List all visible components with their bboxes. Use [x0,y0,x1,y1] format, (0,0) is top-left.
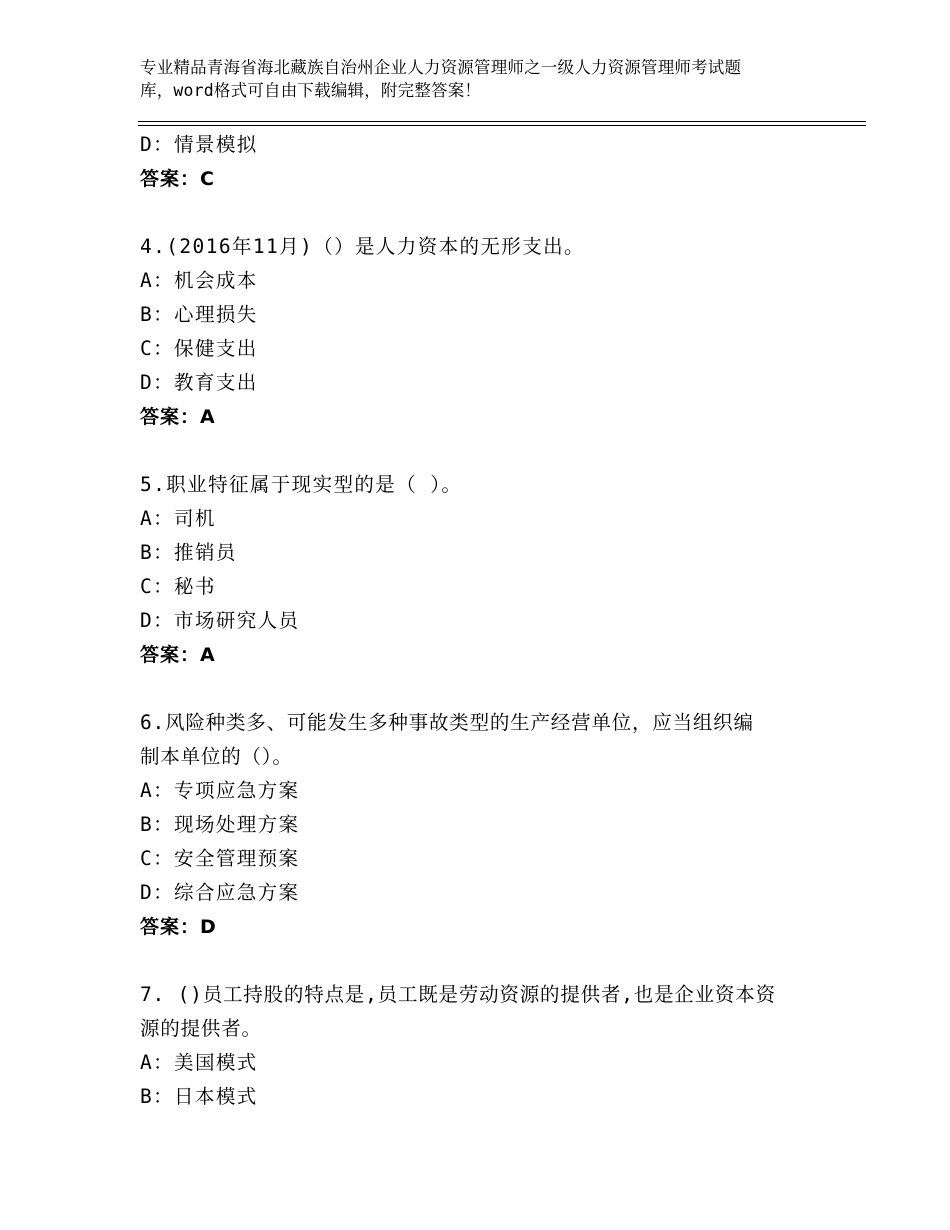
header-line-1: 专业精品青海省海北藏族自治州企业人力资源管理师之一级人力资源管理师考试题 [140,58,742,77]
header-divider-bottom [138,125,866,126]
spacer [140,944,820,978]
q7-stem-line-1: 7. ()员工持股的特点是,员工既是劳动资源的提供者,也是企业资本资 [140,983,776,1006]
q6-option-b: B：现场处理方案 [140,813,300,836]
q5-option-d: D：市场研究人员 [140,609,300,632]
q4-answer: 答案：A [140,406,216,428]
q7-option-a: A：美国模式 [140,1051,258,1074]
q6-stem-line-2: 制本单位的（）。 [140,745,293,768]
q5-option-c: C：秘书 [140,575,216,598]
q7-stem-line-2: 源的提供者。 [140,1017,262,1040]
q3-answer: 答案：C [140,168,215,190]
q6-option-d: D：综合应急方案 [140,881,300,904]
q4-option-c: C：保健支出 [140,337,258,360]
header-divider-top [138,121,866,122]
q4-stem: 4.(2016年11月)（）是人力资本的无形支出。 [140,235,585,258]
q5-option-a: A：司机 [140,507,216,530]
q6-option-c: C：安全管理预案 [140,847,300,870]
spacer [140,434,820,468]
spacer [140,196,820,230]
q6-answer: 答案：D [140,916,217,938]
header-line-2: 库，word格式可自由下载编辑，附完整答案！ [140,81,482,100]
question-content [140,128,820,1114]
q5-option-b: B：推销员 [140,541,237,564]
q4-option-b: B：心理损失 [140,303,258,326]
spacer [140,672,820,706]
q4-option-a: A：机会成本 [140,269,258,292]
q5-answer: 答案：A [140,644,216,666]
document-header [140,56,830,102]
q3-option-d: D：情景模拟 [140,133,258,156]
q6-option-a: A：专项应急方案 [140,779,300,802]
q4-option-d: D：教育支出 [140,371,258,394]
q6-stem-line-1: 6.风险种类多、可能发生多种事故类型的生产经营单位，应当组织编 [140,711,754,734]
q5-stem: 5.职业特征属于现实型的是（ ）。 [140,473,463,496]
q7-option-b: B：日本模式 [140,1085,258,1108]
